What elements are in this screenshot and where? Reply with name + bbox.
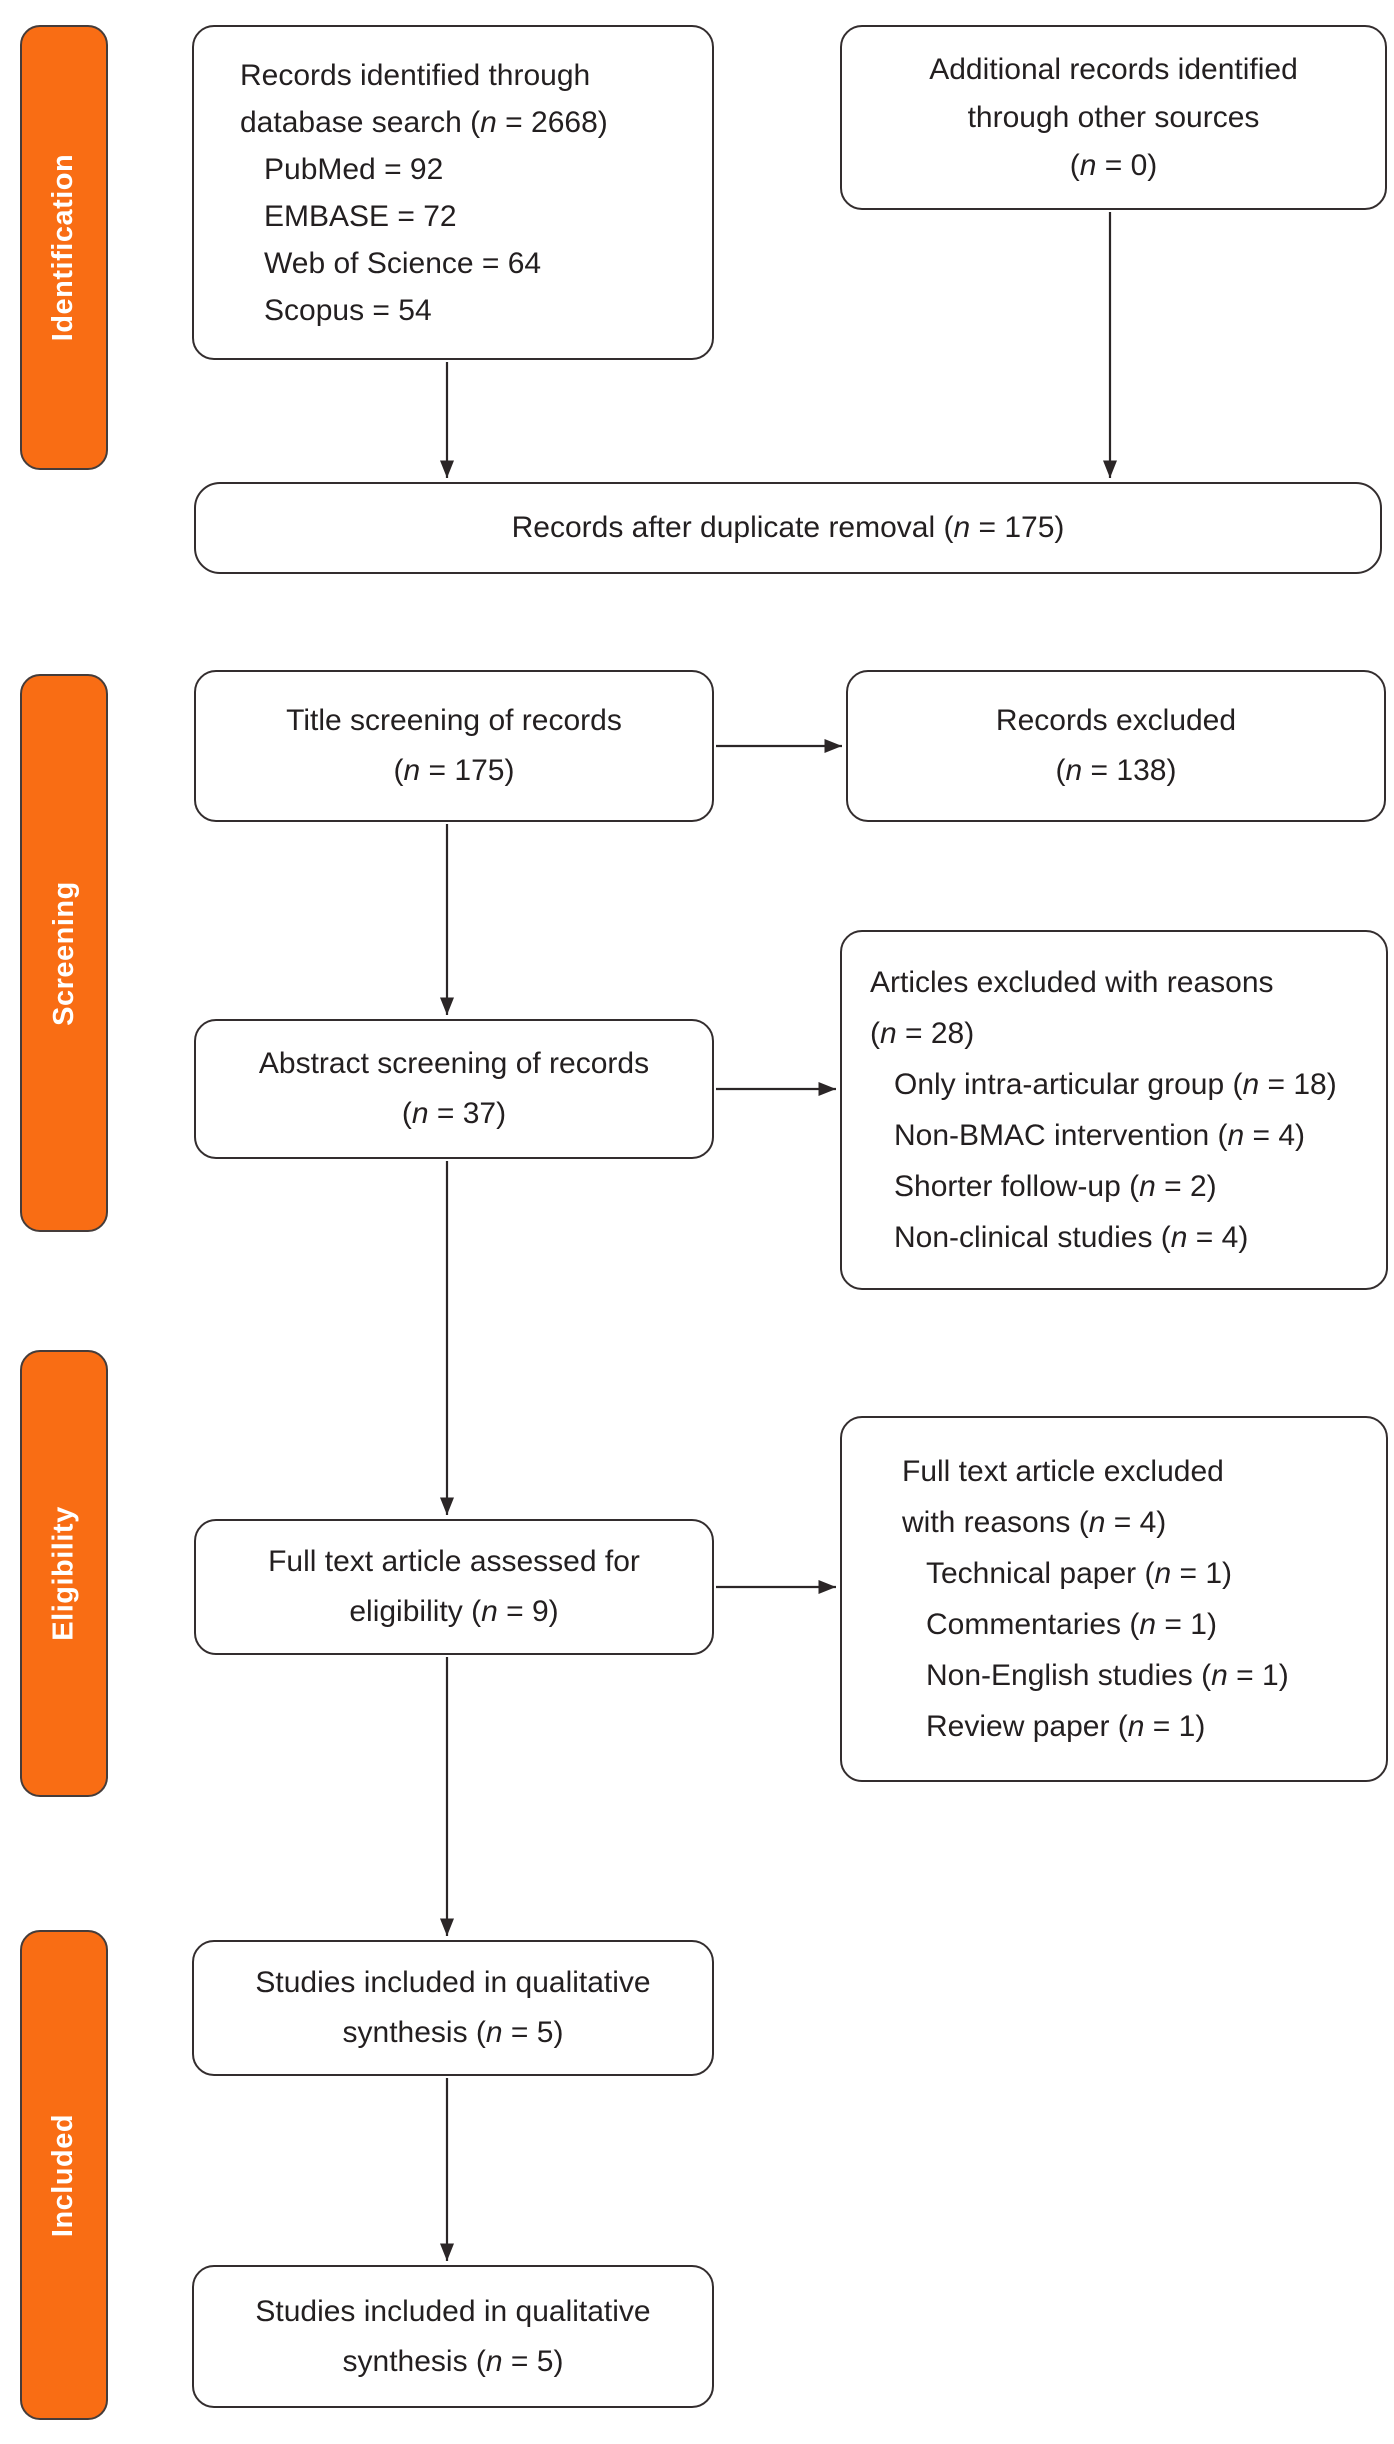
box-articles-excluded-with-reasons — [840, 930, 1388, 1290]
box-line: (n = 138) — [1055, 754, 1177, 787]
box-line: Full text article assessed for — [268, 1545, 640, 1578]
box-line: Review paper (n = 1) — [926, 1710, 1206, 1743]
box-line: Records excluded — [995, 704, 1237, 737]
box-line: Only intra-articular group (n = 18) — [894, 1068, 1337, 1101]
box-line: Commentaries (n = 1) — [926, 1608, 1217, 1641]
box-line: synthesis (n = 5) — [342, 2344, 564, 2378]
stage-label-identification — [20, 25, 108, 470]
box-line: with reasons (n = 4) — [902, 1506, 1167, 1539]
box-line: Title screening of records — [286, 704, 622, 737]
stage-label-screening — [20, 674, 108, 1232]
box-line: PubMed = 92 — [264, 152, 444, 186]
box-records-identified — [192, 25, 714, 360]
stage-label-text: Included — [47, 2113, 80, 2237]
box-line: Scopus = 54 — [264, 293, 432, 327]
box-line: Studies included in qualitative — [255, 2294, 651, 2328]
box-line: Non-English studies (n = 1) — [926, 1659, 1289, 1692]
box-line: Additional records identified — [929, 52, 1298, 86]
box-records-excluded — [846, 670, 1386, 822]
box-title-screening — [194, 670, 714, 822]
box-line: through other sources — [967, 100, 1260, 134]
box-line: synthesis (n = 5) — [342, 2016, 564, 2049]
box-line: Shorter follow-up (n = 2) — [894, 1170, 1217, 1203]
box-line: Records after duplicate removal (n = 175) — [511, 511, 1065, 544]
box-fulltext-assessed — [194, 1519, 714, 1655]
box-line: Non-clinical studies (n = 4) — [894, 1221, 1249, 1254]
box-line: Full text article excluded — [902, 1455, 1224, 1488]
box-line: Abstract screening of records — [258, 1047, 650, 1080]
box-line: Non-BMAC intervention (n = 4) — [894, 1119, 1306, 1152]
stage-label-included — [20, 1930, 108, 2420]
box-line: Records identified through — [240, 58, 591, 92]
stage-label-eligibility — [20, 1350, 108, 1797]
box-line: (n = 28) — [870, 1017, 975, 1050]
box-abstract-screening — [194, 1019, 714, 1159]
box-additional-records — [840, 25, 1387, 210]
box-studies-included-qualitative-1 — [192, 1940, 714, 2076]
box-line: Studies included in qualitative — [255, 1966, 651, 1999]
box-line: (n = 0) — [1069, 148, 1158, 182]
box-line: eligibility (n = 9) — [349, 1595, 559, 1628]
box-studies-included-qualitative-2 — [192, 2265, 714, 2408]
stage-label-text: Identification — [47, 153, 80, 342]
box-line: (n = 37) — [401, 1097, 507, 1130]
stage-label-text: Screening — [47, 880, 80, 1026]
stage-label-text: Eligibility — [47, 1506, 80, 1641]
box-line: Articles excluded with reasons — [870, 966, 1274, 999]
box-line: (n = 175) — [393, 754, 515, 787]
box-fulltext-excluded-with-reasons — [840, 1416, 1388, 1782]
box-line: Web of Science = 64 — [264, 246, 542, 280]
box-line: Technical paper (n = 1) — [926, 1557, 1233, 1590]
box-records-after-duplicate-removal — [194, 482, 1382, 574]
box-line: EMBASE = 72 — [264, 199, 457, 233]
box-line: database search (n = 2668) — [240, 105, 608, 139]
